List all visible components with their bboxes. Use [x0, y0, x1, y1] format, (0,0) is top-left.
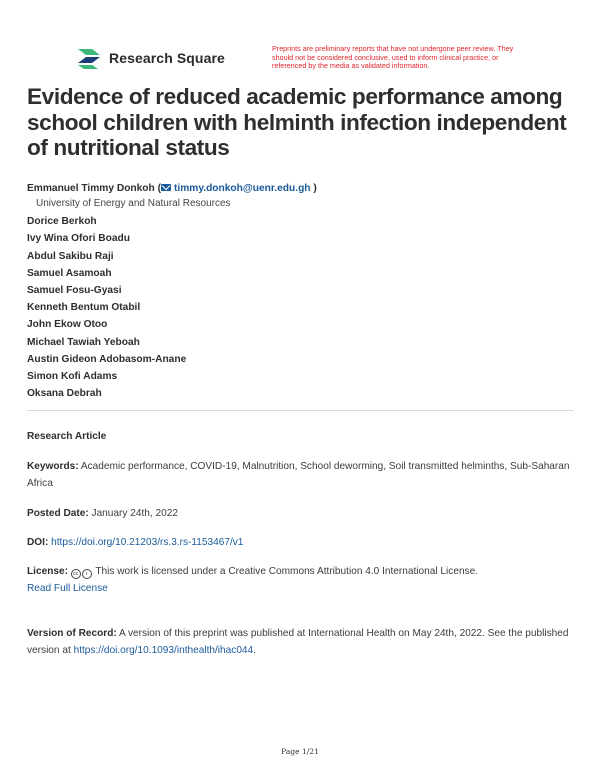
- keywords: [27, 458, 587, 492]
- posted-date-value: January 24th, 2022: [91, 508, 178, 519]
- posted-date: [27, 505, 587, 522]
- keywords-label: Keywords:: [27, 461, 79, 472]
- author-affiliation: University of Energy and Natural Resources: [36, 198, 231, 210]
- research-square-logo-icon: [76, 46, 102, 70]
- posted-date-label: Posted Date:: [27, 508, 89, 519]
- author-name: Samuel Fosu-Gyasi: [27, 284, 122, 296]
- author-name: Dorice Berkoh: [27, 216, 97, 228]
- author-name: Samuel Asamoah: [27, 267, 112, 279]
- license: [27, 563, 587, 597]
- author-name: Kenneth Bentum Otabil: [27, 302, 141, 314]
- page-number: Page 1/21: [281, 747, 319, 756]
- author-name: Oksana Debrah: [27, 388, 102, 400]
- author-list: [27, 180, 587, 402]
- keywords-value: Academic performance, COVID-19, Malnutrition, School deworming, Soil transmitted helminths, Sub-Saharan Africa: [27, 461, 570, 489]
- email-close-paren: ): [313, 183, 317, 194]
- author-name: Austin Gideon Adobasom-Anane: [27, 353, 187, 365]
- doi-label: DOI:: [27, 537, 49, 548]
- article-type: [27, 428, 587, 445]
- author-name: Abdul Sakibu Raji: [27, 250, 114, 262]
- doi: [27, 534, 587, 551]
- version-of-record-label: Version of Record:: [27, 628, 117, 639]
- creative-commons-icon: cc: [71, 569, 81, 579]
- author-name: Michael Tawiah Yeboah: [27, 336, 140, 348]
- version-of-record-end: .: [253, 645, 256, 656]
- email-open-paren: (: [157, 183, 161, 194]
- author-name: John Ekow Otoo: [27, 319, 108, 331]
- version-of-record-link[interactable]: https://doi.org/10.1093/inthealth/ihac044: [73, 645, 254, 656]
- author-name: Ivy Wina Ofori Boadu: [27, 233, 130, 245]
- section-divider: [27, 410, 574, 411]
- version-of-record-text: A version of this preprint was published at International Health on May 24th, 2022. See the published version at: [27, 628, 569, 656]
- paper-title: Evidence of reduced academic performance among school children with helminth infection independent of nutritional status: [27, 84, 567, 160]
- corresponding-author: [27, 180, 587, 197]
- license-text: This work is licensed under a Creative Commons Attribution 4.0 International License.: [95, 566, 479, 577]
- corresponding-author-name: Emmanuel Timmy Donkoh: [27, 183, 155, 194]
- logo-text: Research Square: [109, 50, 225, 66]
- doi-link[interactable]: https://doi.org/10.21203/rs.3.rs-1153467/v1: [51, 537, 244, 548]
- attribution-icon: i: [82, 569, 92, 579]
- author-email-link[interactable]: timmy.donkoh@uenr.edu.gh: [174, 183, 311, 194]
- preprint-notice: Preprints are preliminary reports that have not undergone peer review. They should not be considered conclusive, used to inform clinical practice, or referenced by the media as validated information.: [272, 44, 514, 71]
- research-square-logo[interactable]: [76, 46, 225, 70]
- license-label: License:: [27, 566, 68, 577]
- read-full-license-link[interactable]: Read Full License: [27, 583, 108, 594]
- version-of-record: [27, 625, 587, 659]
- envelope-icon: [161, 184, 171, 191]
- author-name: Simon Kofi Adams: [27, 370, 118, 382]
- article-type-label: Research Article: [27, 431, 107, 442]
